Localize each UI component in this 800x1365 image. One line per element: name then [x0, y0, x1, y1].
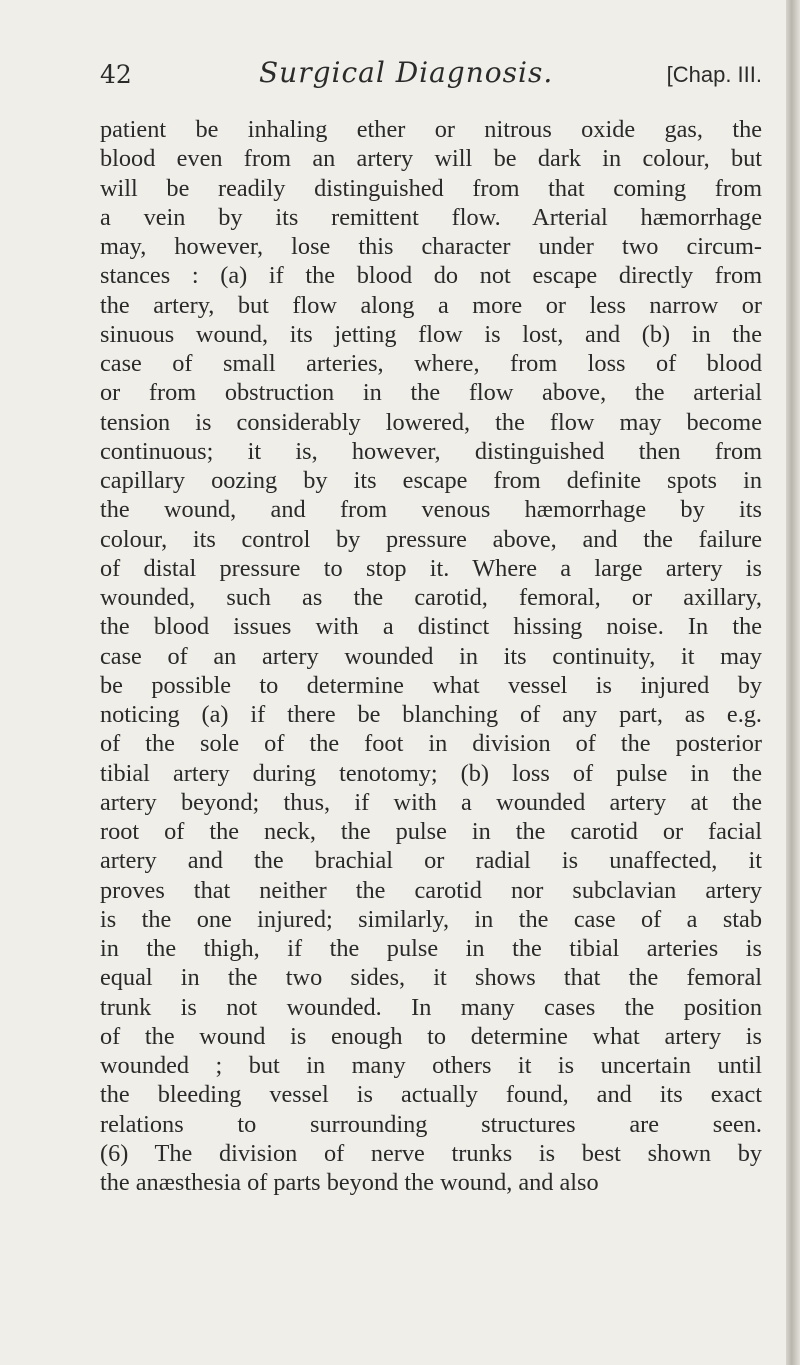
text-line: stances : (a) if the blood do not escape directly from [100, 262, 762, 290]
page-edge [786, 0, 800, 1365]
text-line: relations to surrounding structures are seen. [100, 1110, 762, 1138]
text-line: trunk is not wounded. In many cases the position [100, 993, 762, 1021]
text-line: may, however, lose this character under two circum- [100, 233, 762, 260]
text-line: tibial artery during tenotomy; (b) loss of pulse in the [100, 759, 762, 787]
text-line: the anæsthesia of parts beyond the wound, and also [100, 1169, 599, 1196]
text-line: be possible to determine what vessel is injured by [100, 671, 762, 699]
text-line: artery and the brachial or radial is unaffected, it [100, 847, 762, 875]
text-line: case of small arteries, where, from loss of blood [100, 350, 762, 377]
text-line: wounded ; but in many others it is uncertain until [100, 1052, 762, 1079]
text-line: artery beyond; thus, if with a wounded artery at the [100, 788, 762, 816]
text-line: proves that neither the carotid nor subclavian artery [100, 876, 762, 904]
text-line: the wound, and from venous hæmorrhage by its [100, 496, 762, 524]
running-title: Surgical Diagnosis. [259, 56, 554, 89]
body-text [100, 115, 762, 1197]
text-line: the blood issues with a distinct hissing noise. In the [100, 613, 762, 641]
page-number: 42 [100, 60, 132, 89]
text-line: equal in the two sides, it shows that the femoral [100, 964, 762, 992]
text-line: in the thigh, if the pulse in the tibial arteries is [100, 935, 762, 962]
text-line: continuous; it is, however, distinguished then from [100, 437, 762, 465]
text-line: sinuous wound, its jetting flow is lost, and (b) in the [100, 320, 762, 348]
text-line: of the sole of the foot in division of the posterior [100, 730, 762, 758]
running-head [100, 56, 762, 96]
text-line: of distal pressure to stop it. Where a large artery is [100, 554, 762, 582]
text-line: is the one injured; similarly, in the case of a stab [100, 905, 762, 933]
text-line: will be readily distinguished from that coming from [100, 174, 762, 202]
text-line: patient be inhaling ether or nitrous oxide gas, the [100, 116, 762, 143]
text-line: the bleeding vessel is actually found, and its exact [100, 1081, 762, 1109]
text-line: capillary oozing by its escape from definite spots in [100, 467, 762, 494]
text-line: of the wound is enough to determine what artery is [100, 1022, 762, 1050]
text-line: a vein by its remittent flow. Arterial hæmorrhage [100, 203, 762, 231]
text-line: noticing (a) if there be blanching of any part, as e.g. [100, 701, 762, 728]
text-line: the artery, but flow along a more or less narrow or [100, 291, 762, 319]
text-line: wounded, such as the carotid, femoral, or axillary, [100, 584, 762, 611]
text-line: (6) The division of nerve trunks is best shown by [100, 1139, 762, 1167]
text-line: case of an artery wounded in its continuity, it may [100, 642, 762, 670]
text-line: colour, its control by pressure above, and the failure [100, 525, 762, 553]
text-line: blood even from an artery will be dark in colour, but [100, 145, 762, 173]
text-line: or from obstruction in the flow above, the arterial [100, 379, 762, 407]
chapter-reference: [Chap. III. [666, 62, 762, 87]
text-line: tension is considerably lowered, the flow may become [100, 408, 762, 436]
text-line: root of the neck, the pulse in the carotid or facial [100, 818, 762, 845]
